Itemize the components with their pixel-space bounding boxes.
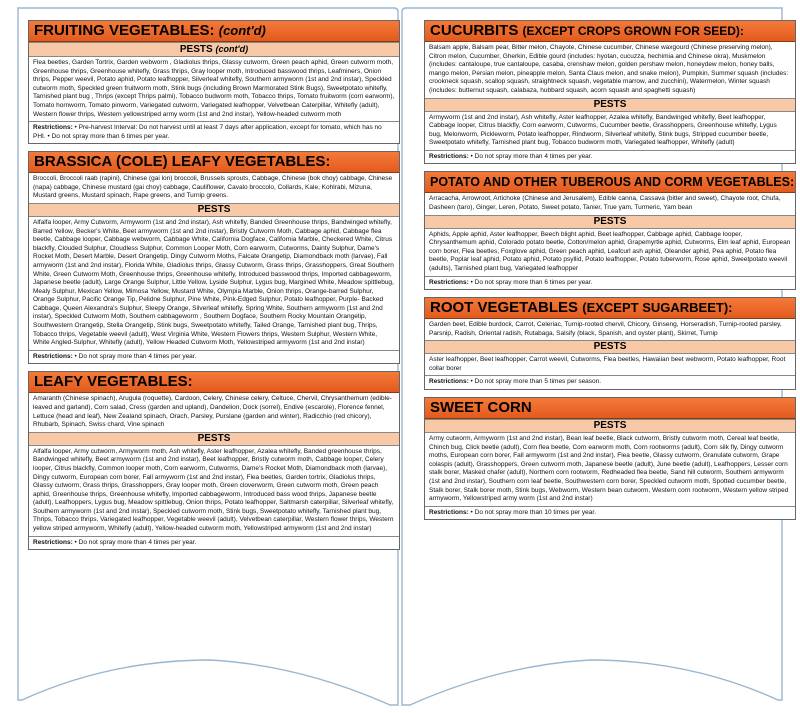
crops-list: Amaranth (Chinese spinach), Arugula (roquette), Cardoon, Celery, Chinese celery, Celtuce, Chervil, Chrysanthemum (edible-leaved and garland), Corn salad, Cress (garden and upland), Dandelion, Dock (sorrel), Endive (escarole), Florence fennel, Lettuce (head and leaf), New Zealand spinach, Orach, Parsley, Purslane (garden and winter), Radicchio (red chicory), Rhubarb, Spinach, Swiss chard, Vine spinach <box>33 395 392 429</box>
fruiting-vegetables-section <box>28 20 400 144</box>
restrictions-label: Restrictions: <box>33 124 73 132</box>
pests-header: PESTS <box>425 98 795 112</box>
section-title <box>425 21 795 42</box>
section-title <box>29 21 399 42</box>
crops-list: Broccoli, Broccoli raab (rapini), Chinese (gai lon) broccoli, Brussels sprouts, Cabbage, Chinese (bok choy) cabbage, Chinese (napa) cabbage, Chinese mustard (gai choy) cabbage, Cauliflower, Cavalo broccolo, Collards, Kale, Kohlrabi, Mizuna, Mustard greens, Mustard spinach, Rape greens, and Turnip greens. <box>33 175 393 200</box>
pests-sub: (cont'd) <box>215 44 249 54</box>
pests-list: Alfalfa looper, Army Cutworm, Armyworm (1st and 2nd instar), Ash whitefly, Banded Greenhouse thrips, Bandwinged whitefly, Barred Yellow, Becker's White, Beet armyworm (1st and 2nd instar), Bristly Cutworm Moth, Cabbage aphid, Cabbage flea beetle, Cabbage looper, Cabbage webworm, Cabbage White, California Dogface, California Marble, Checkered White, Citrus blackfly, Clouded Sulphur, Cloudless Sulphur, Common Looper Moth, Corn earworm, Cutworms, Dainty Sulphur, Dame's Rocket Moth, Desert Marble, Desert Orangetip, Dingy Cutworm Moths, Falcate Orangetip, Diamondback moth (larvae), Fall armyworm (1st and 2nd instar), Florida White, Gladiolus thrips, Glassy Cutworm, Grass thrips, Grasshoppers, Great Southern White, Green Cutworm Moth, Greenhouse thrips, Greenhouse whitefly, Introduced basswood thrips, Imported cabbageworm, Japanese beetle (adult), Large Orange Sulphur, Little Yellow, Lyside Sulphur, Lygus bug, Margined White, Meadow spittlebug, Mealy Sulphur, Mexican Yellow, Mimosa Yellow, Mustard White, Olympia Marble, Onion thrips, Orange-barred Sulphur, Orange Sulphur, Pacific Orange Tip, Pelidne Sulphur, Pine White, Pink-Edged Sulphur, Potato leafhopper, Purple- Backed Cabbage, Queen Alexandra's Sulphur, Sleepy Orange, Silverleaf whitefly, Spring White, Southern armyworm (1st and 2nd instar), Speckled Cutworm Moth, Southern cabbageworm , Southern Dogface, Southern Rocky Mountain Orangetip, Southwestern Orangetip, Stella Orangetip, Stink bugs, Sweetpotato whitefly, Tailed Orange, Tarnished plant bug, Thrips, Tobacco thrips, Vegetable weevil (adult), West Virginia White, Western Flowers thrips, Western Sulphur, Western White, White Angled-Sulphur, Whitefly (adult), Yellow Headed Cutworm Moth, Yellowstriped armyworm (1st and 2nd instar) <box>33 218 394 347</box>
pests-list: Army cutworm, Armyworm (1st and 2nd instar), Bean leaf beetle, Black cutworm, Bristly cutworm moth, Cereal leaf beetle, Chinch bug, Click beetle (adult), Corn flea beetle, Corn earworm moth, Corn rootworms (adult), Corn silk fly, Dingy cutworm moths, European corn borer, Fall armyworm (1st and 2nd instar), Flea beetle, Glassy cutworm, Granulate cutworm, Grape colaspis (adult), Grasshoppers, Green cutworm moth, Japanese beetle (adult), June beetle (adult), Leafhoppers, Lesser corn stalk borer, Masked chafer (adult), Northern corn rootworm, Redheaded flea beetle, Sand hill cutworm, Southern armyworm (1st and 2nd instar), Southern corn leaf beetle, Southwestern corn borer, Speckled cutworm moth, Spotted cucumber beetle, Stalk borer, Stalk borer moth, Stink bugs, Webworm, Western bean cutworm, Western corn rootworm, Western yellow striped armyworm, Yellowstriped army worm (1st and 2nd instar) <box>429 434 789 503</box>
pests-list: Armyworm (1st and 2nd instar), Ash whitefly, Aster leafhopper, Azalea whitefly, Bandwinged whitefly, Beet leafhopper, Cabbage looper, Citrus blackfly, Corn earworm, Cutworms, Cucumber beetle, Grasshoppers, Greenhouse whitefly, Lygus bug, Melonworm, Pickleworm, Potato leafhopper, Rindworm, Silverleaf whitefly, Stink bugs, Stripped cucumber beetle, Sweetpotato whitefly, Tarnished plant bug, Tobacco budworm moth, Variegated leafhopper, Whitefly (adult) <box>429 113 777 147</box>
section-title: POTATO AND OTHER TUBEROUS AND CORM VEGETABLES: <box>425 172 795 193</box>
crops-list: Balsam apple, Balsam pear, Bitter melon, Chayote, Chinese cucumber, Chinese waxgourd (Chinese preserving melon), Citron melon, Cucumber, Gherkin, Edible gourd (includes: hyotan, cucuzza, hechimia and Chinese okra), Muskmelon (includes: cantaloupe, true cantaloupe, casaba, crenshaw melon, golden pershaw melon, honeydew melon, honey balls, mango melon, Persian melon, pineapple melon, Santa Claus melon, and snake melon), Pumpkin, Summer squash (includes: crookneck squash, scallop squash, straightneck squash, vegetable marrow, and zucchini), Watermelon, Winter squash (includes: butternut squash, calabaza, hubbard squash, acorn squash and spaghetti squash) <box>429 44 789 94</box>
restrictions-text: • Do not spray more than 6 times per year. <box>470 278 593 286</box>
section-title: BRASSICA (COLE) LEAFY VEGETABLES: <box>29 152 399 173</box>
restrictions-text: • Do not spray more than 10 times per year. <box>470 508 597 516</box>
pests-label: PESTS <box>179 44 213 55</box>
sweet-corn-section <box>424 397 796 520</box>
title-text: FRUITING VEGETABLES: <box>34 22 215 39</box>
title-text: CUCURBITS <box>430 22 519 39</box>
pests-header: PESTS <box>29 432 399 446</box>
pests-header: PESTS <box>425 419 795 433</box>
restrictions-label: Restrictions: <box>33 538 73 546</box>
restrictions <box>29 536 399 550</box>
restrictions-label: Restrictions: <box>429 278 469 286</box>
restrictions-text: • Do not spray more than 4 times per year. <box>74 352 197 360</box>
restrictions-label: Restrictions: <box>429 508 469 516</box>
leafy-vegetables-section <box>28 371 400 550</box>
section-title: LEAFY VEGETABLES: <box>29 372 399 393</box>
restrictions <box>425 506 795 520</box>
restrictions-text: • Pre-harvest Interval: Do not harvest until at least 7 days after application, except for tomato, which has no PHI. • Do not spray more than 6 times per year. <box>33 124 382 140</box>
potato-tuberous-section <box>424 171 796 290</box>
title-sub: (cont'd) <box>218 23 266 38</box>
left-page <box>28 20 400 557</box>
title-text: ROOT VEGETABLES <box>430 299 579 317</box>
restrictions <box>29 350 399 364</box>
section-title: SWEET CORN <box>425 398 795 419</box>
restrictions <box>425 276 795 290</box>
restrictions <box>425 150 795 164</box>
pests-header: PESTS <box>29 203 399 217</box>
restrictions-text: • Do not spray more than 5 times per season. <box>470 378 602 386</box>
crops-list: Garden beet, Edible burdock, Carrot, Celeriac, Turnip-rooted chervil, Chicory, Ginseng, Horseradish, Turnip-rooted parsley, Parsnip, Radish, Oriental radish, Rutabaga, Salsify (black, Spanish, and oyster plant), Skirret, Turnip <box>429 321 782 337</box>
restrictions <box>425 375 795 389</box>
section-title <box>425 298 795 319</box>
pests-list: Alfalfa looper, Army cutworm, Armyworm moth, Ash whitefly, Aster leafhopper, Azalea whitefly, Banded greenhouse thrips, Bandwinged whitefly, Beet armyworm (1st and 2nd instar), Beet leafhopper, Bristly cutworm moth, Cabbage looper, Celery looper, Citrus blackfly, Common looper moth, Corn earworm, Cutworms, Dame's Rocket Moth, Diamondback moth (larvae), Dingy cutworm, European corn borer, Fall armyworm (1st and 2nd instar), Flea beetles, Garden tortrix, Gladiolus thrips, Glassy cutworm, Grass thrips, Grasshoppers, Gray looper moth, Green cloverworm, Green cutworm moth, Green peach aphid, Greenhouse thrips, Greenhouse whitefly, Imported cabbageworm, Introduced bass wood thrips, Japanese beetle (adult), Leafhoppers, Lygus bug, Meadow spittlebug, Onion thrips, Potato leafhopper, Saltmarsh caterpillar, Silverleaf whitefly, Southern armyworm (1st and 2nd instar), Speckled cutworm moth, Stink bugs, Sweetpotato whitefly, Tarnished plant bug, Thrips, Tobacco thrips, Variegated leafhopper, Vegetable weevil (adult), Velvetbean caterpillar, Western flower thrips, Western yellow striped armyworm, Whitefly (adult), Yellow-headed cutworm moth, Yellowstriped armyworm (1st and 2nd instar) <box>33 447 394 533</box>
right-page <box>424 20 796 527</box>
brassica-section <box>28 151 400 364</box>
title-sub: (EXCEPT CROPS GROWN FOR SEED): <box>522 24 744 38</box>
pests-list: Aster leafhopper, Beet leafhopper, Carrot weevil, Cutworms, Flea beetles, Hawaiian beet webworm, Potato leafhopper, Root collar borer <box>429 356 786 372</box>
cucurbits-section <box>424 20 796 164</box>
pests-header: PESTS <box>425 340 795 354</box>
root-vegetables-section <box>424 297 796 390</box>
pests-header: PESTS <box>425 215 795 229</box>
restrictions-text: • Do not spray more than 4 times per year. <box>470 152 593 160</box>
pests-header <box>29 42 399 57</box>
restrictions <box>29 121 399 143</box>
restrictions-label: Restrictions: <box>429 378 469 386</box>
restrictions-label: Restrictions: <box>429 152 469 160</box>
pests-list: Aphids, Apple aphid, Aster leafhopper, Beech blight aphid, Beet leafhopper, Cabbage aphid, Cabbage looper, Chrysanthemum aphid, Colorado potato beetle, Cotton/melon aphid, Grapemyrtle aphid, Cutworms, Elm leaf aphid, European corn borer, Flea beetles, Foxglove aphid, Green peach aphid, Leafcurl ash aphid, Oleander aphid, Pea aphid, Potato flea beetle, Poplar leaf aphid, Potato aphid, Potato psyllid, Potato leafhopper, Potato tuberworm, Rose aphid, Sweetpotato weevil (adults), Tarnished plant bug, Variegated leafhopper <box>429 230 791 272</box>
restrictions-text: • Do not spray more than 4 times per year. <box>74 538 197 546</box>
crops-list: Arracacha, Arrowroot, Artichoke (Chinese and Jerusalem), Edible canna, Cassava (bitter and sweet), Chayote root, Chufa, Dasheen (taro), Ginger, Leren, Potato, Sweet potato, Tanier, True yam, Turmeric, Yam bean <box>429 195 781 212</box>
restrictions-label: Restrictions: <box>33 352 73 360</box>
title-sub: (EXCEPT SUGARBEET): <box>582 300 733 316</box>
pests-list: Flea beetles, Garden Tortrix, Garden webworm , Gladiolus thrips, Glassy cutworm, Green peach aphid, Green cutworm moth, Greenhouse thrips, Greenhouse whitefly, Grass thrips, Gray looper moth, Introduced basswood thrips, Leafminers, Onion thrips, Pepper weevil, Potato aphid, Potato leafhopper, Silverleaf whitefly, Southern armyworm (1st and 2nd instar), Speckled cutworm moth, Speckled green fruitworm moth, Stink bugs (including Brown Marmorated Stink Bugs), Sweetpotato whitefly, Tarnished plant bug , Thrips (except Thrips palmi), Tobacco budworm moth, Tobacco thrips, Tomato fruitworm (corn earworm), Tomato hornworm, Tomato pinworm, Variegated cutworm, Variegated leafhopper, Velvetbean Caterpillar, Whitefly (adult), Western flower thrips, Western yellowstriped army worm (1st and 2nd instar), Yellow-headed cutworm moth <box>33 59 395 118</box>
